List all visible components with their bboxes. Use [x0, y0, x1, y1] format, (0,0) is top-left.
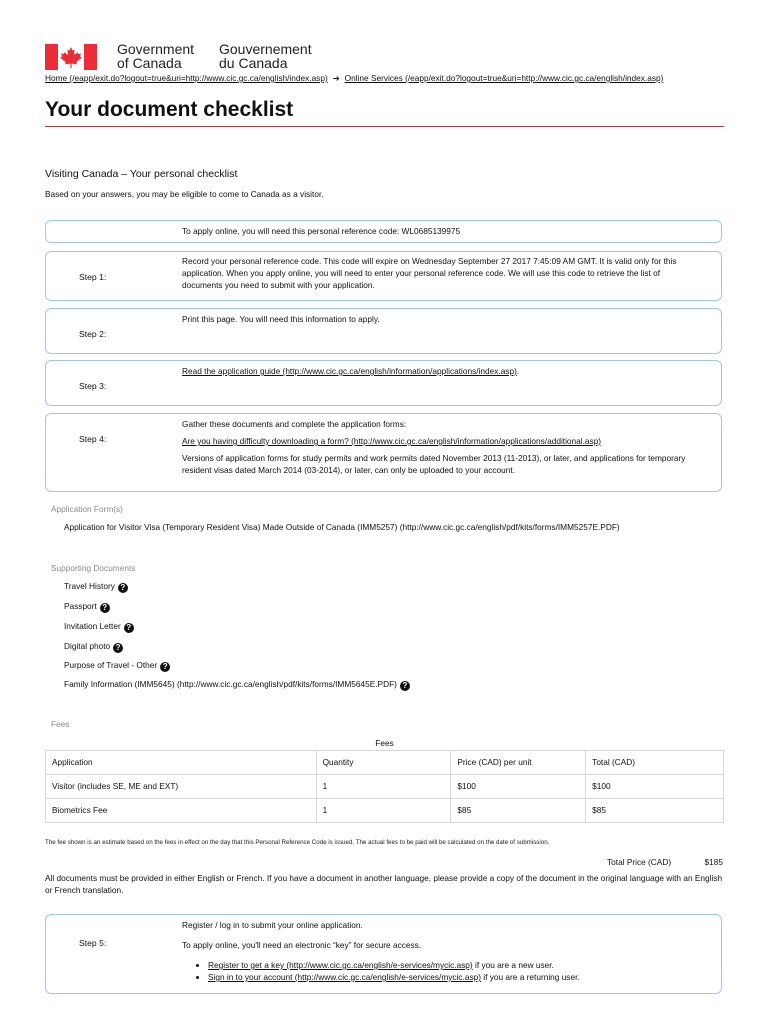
- step-4-text: Gather these documents and complete the application forms:: [182, 419, 407, 429]
- breadcrumb-home-link[interactable]: Home (/eapp/exit.do?logout=true&uri=http://www.cic.gc.ca/english/index.asp): [45, 73, 328, 83]
- step-5-line2: To apply online, you'll need an electronic “key” for secure access.: [182, 940, 422, 950]
- step-4-box: [45, 413, 722, 492]
- application-guide-link[interactable]: Read the application guide (http://www.cic.gc.ca/english/information/applications/index.asp): [182, 366, 517, 376]
- total-price-value: $185: [704, 857, 723, 867]
- gov-fr-line1: Gouvernement: [219, 41, 312, 57]
- table-cell: Visitor (includes SE, ME and EXT): [46, 774, 317, 798]
- application-form-item: Application for Visitor Visa (Temporary Resident Visa) Made Outside of Canada (IMM5257) (http://www.cic.gc.ca/english/pdf/kits/forms/IMM5257E.PDF): [64, 522, 620, 532]
- step-4-content: [182, 418, 701, 476]
- language-requirement-note: All documents must be provided in either English or French. If you have a document in another language, please provide a copy of the document in the original language with an English or French translation.: [45, 873, 723, 895]
- fees-header-row: [46, 750, 724, 774]
- supporting-doc-item: [64, 601, 110, 613]
- eligibility-intro: Based on your answers, you may be eligible to come to Canada as a visitor.: [45, 189, 324, 199]
- table-cell: $85: [451, 798, 586, 822]
- step-1-box: [45, 251, 722, 301]
- column-header: Price (CAD) per unit: [451, 750, 586, 774]
- title-divider: [45, 126, 724, 127]
- reference-code-box: [45, 220, 722, 243]
- table-cell: Biometrics Fee: [46, 798, 317, 822]
- help-icon[interactable]: ?: [100, 603, 110, 613]
- table-cell: $100: [586, 774, 724, 798]
- gov-fr-line2: du Canada: [219, 55, 288, 71]
- supporting-doc-item: [64, 679, 410, 691]
- supporting-doc-label: Digital photo: [64, 641, 111, 651]
- register-key-link[interactable]: Register to get a key (http://www.cic.gc.ca/english/e-services/mycic.asp): [208, 960, 473, 970]
- gov-en-line2: of Canada: [117, 55, 182, 71]
- step-5-label: Step 5:: [79, 938, 107, 948]
- checklist-subtitle: Visiting Canada – Your personal checklist: [45, 168, 238, 180]
- supporting-doc-label: Passport: [64, 601, 97, 611]
- table-cell: $85: [586, 798, 724, 822]
- gov-en-line1: Government: [117, 41, 195, 57]
- breadcrumb-arrow-icon: ➔: [332, 73, 340, 83]
- step-5-options-list: [182, 959, 701, 983]
- table-cell: $100: [451, 774, 586, 798]
- table-row: [46, 774, 724, 798]
- step-2-text: Print this page. You will need this information to apply.: [182, 314, 380, 324]
- gouvernement-du-canada-wordmark: [219, 42, 312, 70]
- help-icon[interactable]: ?: [124, 623, 134, 633]
- supporting-documents-heading: Supporting Documents: [51, 563, 136, 573]
- step-5-line1: Register / log in to submit your online application.: [182, 920, 363, 930]
- column-header: Application: [46, 750, 317, 774]
- supporting-doc-label: Purpose of Travel - Other: [64, 660, 158, 670]
- reference-code-text: To apply online, you will need this personal reference code: WL0685139975: [182, 226, 461, 236]
- step-3-suffix: .: [516, 366, 520, 376]
- government-of-canada-wordmark: [117, 42, 194, 70]
- table-cell: 1: [316, 774, 451, 798]
- total-price-label: Total Price (CAD): [607, 857, 672, 867]
- list-item: [208, 971, 701, 983]
- step-2-box: [45, 308, 722, 354]
- supporting-doc-label: Travel History: [64, 581, 115, 591]
- column-header: Total (CAD): [586, 750, 724, 774]
- help-icon[interactable]: ?: [118, 583, 128, 593]
- step-3-content: [182, 365, 701, 377]
- application-forms-heading: Application Form(s): [51, 504, 123, 514]
- supporting-doc-item: [64, 621, 134, 633]
- supporting-doc-label: Invitation Letter: [64, 621, 121, 631]
- table-cell: 1: [316, 798, 451, 822]
- step-2-label: Step 2:: [79, 329, 107, 339]
- breadcrumb: [45, 73, 663, 83]
- supporting-doc-item: [64, 660, 170, 672]
- step-4-label: Step 4:: [79, 434, 107, 444]
- page-title: Your document checklist: [45, 98, 294, 121]
- supporting-doc-item: [64, 641, 123, 653]
- form-version-note: Versions of application forms for study permits and work permits dated November 2013 (11-2013), or later, and applications for temporary resident visas dated March 2014 (03-2014), or later, can only be uploaded to your account.: [182, 453, 686, 475]
- fee-estimate-note: The fee shown is an estimate based on the fees in effect on the day that this Personal Reference Code is issued. The actual fees to be paid will be calculated on the date of submission.: [45, 839, 550, 846]
- sign-in-suffix: if you are a returning user.: [480, 972, 580, 982]
- supporting-doc-item: [64, 581, 128, 593]
- help-icon[interactable]: ?: [400, 681, 410, 691]
- supporting-doc-label: Family Information (IMM5645) (http://www.cic.gc.ca/english/pdf/kits/forms/IMM5645E.PDF): [64, 679, 397, 689]
- help-icon[interactable]: ?: [113, 643, 123, 653]
- fees-table: [45, 736, 724, 823]
- canada-flag-icon: [45, 44, 97, 70]
- fees-heading: Fees: [51, 719, 70, 729]
- register-key-suffix: if you are a new user.: [472, 960, 554, 970]
- step-1-label: Step 1:: [79, 272, 107, 282]
- form-download-help-link[interactable]: Are you having difficulty downloading a form? (http://www.cic.gc.ca/english/information/applications/additional.asp): [182, 436, 602, 446]
- step-3-label: Step 3:: [79, 381, 107, 391]
- help-icon[interactable]: ?: [160, 662, 170, 672]
- sign-in-link[interactable]: Sign in to your account (http://www.cic.gc.ca/english/e-services/mycic.asp): [208, 972, 481, 982]
- step-5-box: [45, 914, 722, 994]
- list-item: [208, 959, 701, 971]
- breadcrumb-online-services-link[interactable]: Online Services (/eapp/exit.do?logout=true&uri=http://www.cic.gc.ca/english/index.asp): [344, 73, 664, 83]
- step-1-text: Record your personal reference code. This code will expire on Wednesday September 27 2017 7:45:09 AM GMT. It is valid only for this application. When you apply online, you will need to enter your personal reference code. We will use this code to retrieve the list of documents you need to submit with your application.: [182, 256, 677, 290]
- column-header: Quantity: [316, 750, 451, 774]
- fees-table-caption: Fees: [375, 737, 394, 748]
- table-row: [46, 798, 724, 822]
- step-5-content: [182, 919, 701, 983]
- step-3-box: [45, 360, 722, 406]
